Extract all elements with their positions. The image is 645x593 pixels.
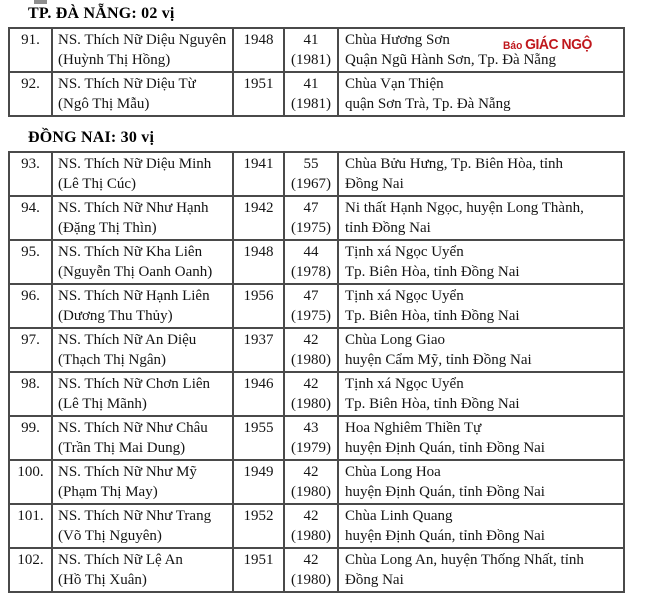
nun-name-cell xyxy=(52,548,233,592)
giac-ngo-watermark xyxy=(503,36,592,53)
nun-name-cell xyxy=(52,284,233,328)
address-line-1: Chùa Vạn Thiện xyxy=(345,76,444,92)
address-line-1: Chùa Long Giao xyxy=(345,332,445,348)
temple-address-cell xyxy=(338,548,624,592)
age-value: 41 xyxy=(303,32,319,48)
secular-name: (Huỳnh Thị Hồng) xyxy=(58,52,171,68)
age-ref-year: (1967) xyxy=(291,176,331,192)
address-line-2: Đồng Nai xyxy=(345,176,404,192)
table-row xyxy=(9,240,624,284)
nun-name-cell xyxy=(52,240,233,284)
address-line-1: Chùa Long An, huyện Thống Nhất, tỉnh xyxy=(345,552,584,568)
dharma-name: NS. Thích Nữ Diệu Minh xyxy=(58,156,212,172)
roster-table-dong-nai xyxy=(8,151,625,593)
age-ref-year: (1980) xyxy=(291,396,331,412)
row-number: 96. xyxy=(9,284,52,328)
temple-address-cell xyxy=(338,284,624,328)
age-cell xyxy=(284,28,338,72)
row-number: 91. xyxy=(9,28,52,72)
dharma-name: NS. Thích Nữ Hạnh Liên xyxy=(58,288,210,304)
secular-name: (Lê Thị Mãnh) xyxy=(58,396,147,412)
table-row xyxy=(9,460,624,504)
address-line-2: huyện Định Quán, tỉnh Đồng Nai xyxy=(345,484,545,500)
age-value: 43 xyxy=(303,420,319,436)
address-line-1: Tịnh xá Ngọc Uyển xyxy=(345,376,464,392)
birth-year: 1952 xyxy=(233,504,284,548)
temple-address-cell xyxy=(338,152,624,196)
age-cell xyxy=(284,152,338,196)
temple-address-cell xyxy=(338,504,624,548)
table-row xyxy=(9,196,624,240)
address-line-1: Tịnh xá Ngọc Uyển xyxy=(345,288,464,304)
age-value: 47 xyxy=(303,200,319,216)
age-ref-year: (1975) xyxy=(291,308,331,324)
birth-year: 1951 xyxy=(233,548,284,592)
age-cell xyxy=(284,416,338,460)
dharma-name: NS. Thích Nữ An Diệu xyxy=(58,332,197,348)
birth-year: 1951 xyxy=(233,72,284,116)
secular-name: (Lê Thị Cúc) xyxy=(58,176,137,192)
birth-year: 1948 xyxy=(233,28,284,72)
nun-name-cell xyxy=(52,152,233,196)
age-cell xyxy=(284,548,338,592)
address-line-2: tỉnh Đồng Nai xyxy=(345,220,431,236)
birth-year: 1948 xyxy=(233,240,284,284)
age-cell xyxy=(284,504,338,548)
secular-name: (Trần Thị Mai Dung) xyxy=(58,440,186,456)
age-value: 47 xyxy=(303,288,319,304)
secular-name: (Hồ Thị Xuân) xyxy=(58,572,147,588)
address-line-2: huyện Định Quán, tỉnh Đồng Nai xyxy=(345,440,545,456)
table-row xyxy=(9,328,624,372)
birth-year: 1955 xyxy=(233,416,284,460)
age-ref-year: (1979) xyxy=(291,440,331,456)
dharma-name: NS. Thích Nữ Như Mỹ xyxy=(58,464,197,480)
nun-name-cell xyxy=(52,372,233,416)
table-row xyxy=(9,416,624,460)
row-number: 99. xyxy=(9,416,52,460)
age-ref-year: (1981) xyxy=(291,96,331,112)
age-value: 42 xyxy=(303,552,319,568)
temple-address-cell xyxy=(338,240,624,284)
address-line-1: Chùa Bửu Hưng, Tp. Biên Hòa, tỉnh xyxy=(345,156,564,172)
age-ref-year: (1975) xyxy=(291,220,331,236)
nun-name-cell xyxy=(52,328,233,372)
temple-address-cell xyxy=(338,372,624,416)
birth-year: 1942 xyxy=(233,196,284,240)
address-line-1: Chùa Long Hoa xyxy=(345,464,441,480)
address-line-2: huyện Định Quán, tỉnh Đồng Nai xyxy=(345,528,545,544)
birth-year: 1941 xyxy=(233,152,284,196)
birth-year: 1937 xyxy=(233,328,284,372)
address-line-2: Đồng Nai xyxy=(345,572,404,588)
address-line-2: Tp. Biên Hòa, tỉnh Đồng Nai xyxy=(345,396,520,412)
age-ref-year: (1980) xyxy=(291,572,331,588)
temple-address-cell xyxy=(338,460,624,504)
age-cell xyxy=(284,460,338,504)
secular-name: (Thạch Thị Ngân) xyxy=(58,352,167,368)
age-cell xyxy=(284,240,338,284)
row-number: 101. xyxy=(9,504,52,548)
nun-name-cell xyxy=(52,460,233,504)
temple-address-cell xyxy=(338,72,624,116)
age-value: 42 xyxy=(303,464,319,480)
dharma-name: NS. Thích Nữ Chơn Liên xyxy=(58,376,211,392)
section-heading-dong-nai: ĐỒNG NAI: 30 vị xyxy=(28,129,155,146)
birth-year: 1946 xyxy=(233,372,284,416)
age-cell xyxy=(284,284,338,328)
age-cell xyxy=(284,196,338,240)
age-value: 42 xyxy=(303,332,319,348)
age-cell xyxy=(284,72,338,116)
nun-name-cell xyxy=(52,28,233,72)
address-line-2: huyện Cẩm Mỹ, tỉnh Đồng Nai xyxy=(345,352,532,368)
table-row xyxy=(9,72,624,116)
secular-name: (Phạm Thị May) xyxy=(58,484,158,500)
table-row xyxy=(9,548,624,592)
age-value: 55 xyxy=(303,156,319,172)
row-number: 93. xyxy=(9,152,52,196)
age-value: 44 xyxy=(303,244,319,260)
address-line-1: Ni thất Hạnh Ngọc, huyện Long Thành, xyxy=(345,200,584,216)
row-number: 102. xyxy=(9,548,52,592)
address-line-1: Chùa Linh Quang xyxy=(345,508,453,524)
age-value: 42 xyxy=(303,508,319,524)
dharma-name: NS. Thích Nữ Kha Liên xyxy=(58,244,203,260)
dharma-name: NS. Thích Nữ Lệ An xyxy=(58,552,183,568)
nun-name-cell xyxy=(52,72,233,116)
nun-name-cell xyxy=(52,196,233,240)
row-number: 94. xyxy=(9,196,52,240)
birth-year: 1949 xyxy=(233,460,284,504)
birth-year: 1956 xyxy=(233,284,284,328)
table-row xyxy=(9,284,624,328)
temple-address-cell xyxy=(338,416,624,460)
secular-name: (Võ Thị Nguyên) xyxy=(58,528,162,544)
row-number: 100. xyxy=(9,460,52,504)
temple-address-cell xyxy=(338,196,624,240)
age-cell xyxy=(284,328,338,372)
dharma-name: NS. Thích Nữ Như Châu xyxy=(58,420,208,436)
age-value: 42 xyxy=(303,376,319,392)
secular-name: (Dương Thu Thủy) xyxy=(58,308,173,324)
address-line-1: Tịnh xá Ngọc Uyển xyxy=(345,244,464,260)
age-ref-year: (1980) xyxy=(291,352,331,368)
table-row xyxy=(9,372,624,416)
section-heading-da-nang: TP. ĐÀ NẴNG: 02 vị xyxy=(28,5,175,22)
address-line-2: Tp. Biên Hòa, tỉnh Đồng Nai xyxy=(345,264,520,280)
secular-name: (Đặng Thị Thìn) xyxy=(58,220,157,236)
secular-name: (Ngô Thị Mẫu) xyxy=(58,96,150,112)
age-cell xyxy=(284,372,338,416)
watermark-name: GIÁC NGỘ xyxy=(525,36,592,53)
row-number: 97. xyxy=(9,328,52,372)
age-ref-year: (1980) xyxy=(291,484,331,500)
age-ref-year: (1981) xyxy=(291,52,331,68)
dharma-name: NS. Thích Nữ Diệu Nguyên xyxy=(58,32,227,48)
address-line-2: Tp. Biên Hòa, tỉnh Đồng Nai xyxy=(345,308,520,324)
age-ref-year: (1980) xyxy=(291,528,331,544)
scan-artifact xyxy=(34,0,47,4)
age-value: 41 xyxy=(303,76,319,92)
address-line-2: Quận Ngũ Hành Sơn, Tp. Đà Nẵng xyxy=(345,52,556,68)
nun-name-cell xyxy=(52,504,233,548)
row-number: 98. xyxy=(9,372,52,416)
table-row xyxy=(9,152,624,196)
dharma-name: NS. Thích Nữ Như Hạnh xyxy=(58,200,209,216)
temple-address-cell xyxy=(338,328,624,372)
address-line-2: quận Sơn Trà, Tp. Đà Nẵng xyxy=(345,96,511,112)
age-ref-year: (1978) xyxy=(291,264,331,280)
row-number: 95. xyxy=(9,240,52,284)
dharma-name: NS. Thích Nữ Diệu Từ xyxy=(58,76,196,92)
address-line-1: Hoa Nghiêm Thiền Tự xyxy=(345,420,482,436)
row-number: 92. xyxy=(9,72,52,116)
table-row xyxy=(9,504,624,548)
address-line-1: Chùa Hương Sơn xyxy=(345,32,450,48)
nun-name-cell xyxy=(52,416,233,460)
watermark-prefix: Báo xyxy=(503,40,523,52)
dharma-name: NS. Thích Nữ Như Trang xyxy=(58,508,212,524)
secular-name: (Nguyễn Thị Oanh Oanh) xyxy=(58,264,213,280)
